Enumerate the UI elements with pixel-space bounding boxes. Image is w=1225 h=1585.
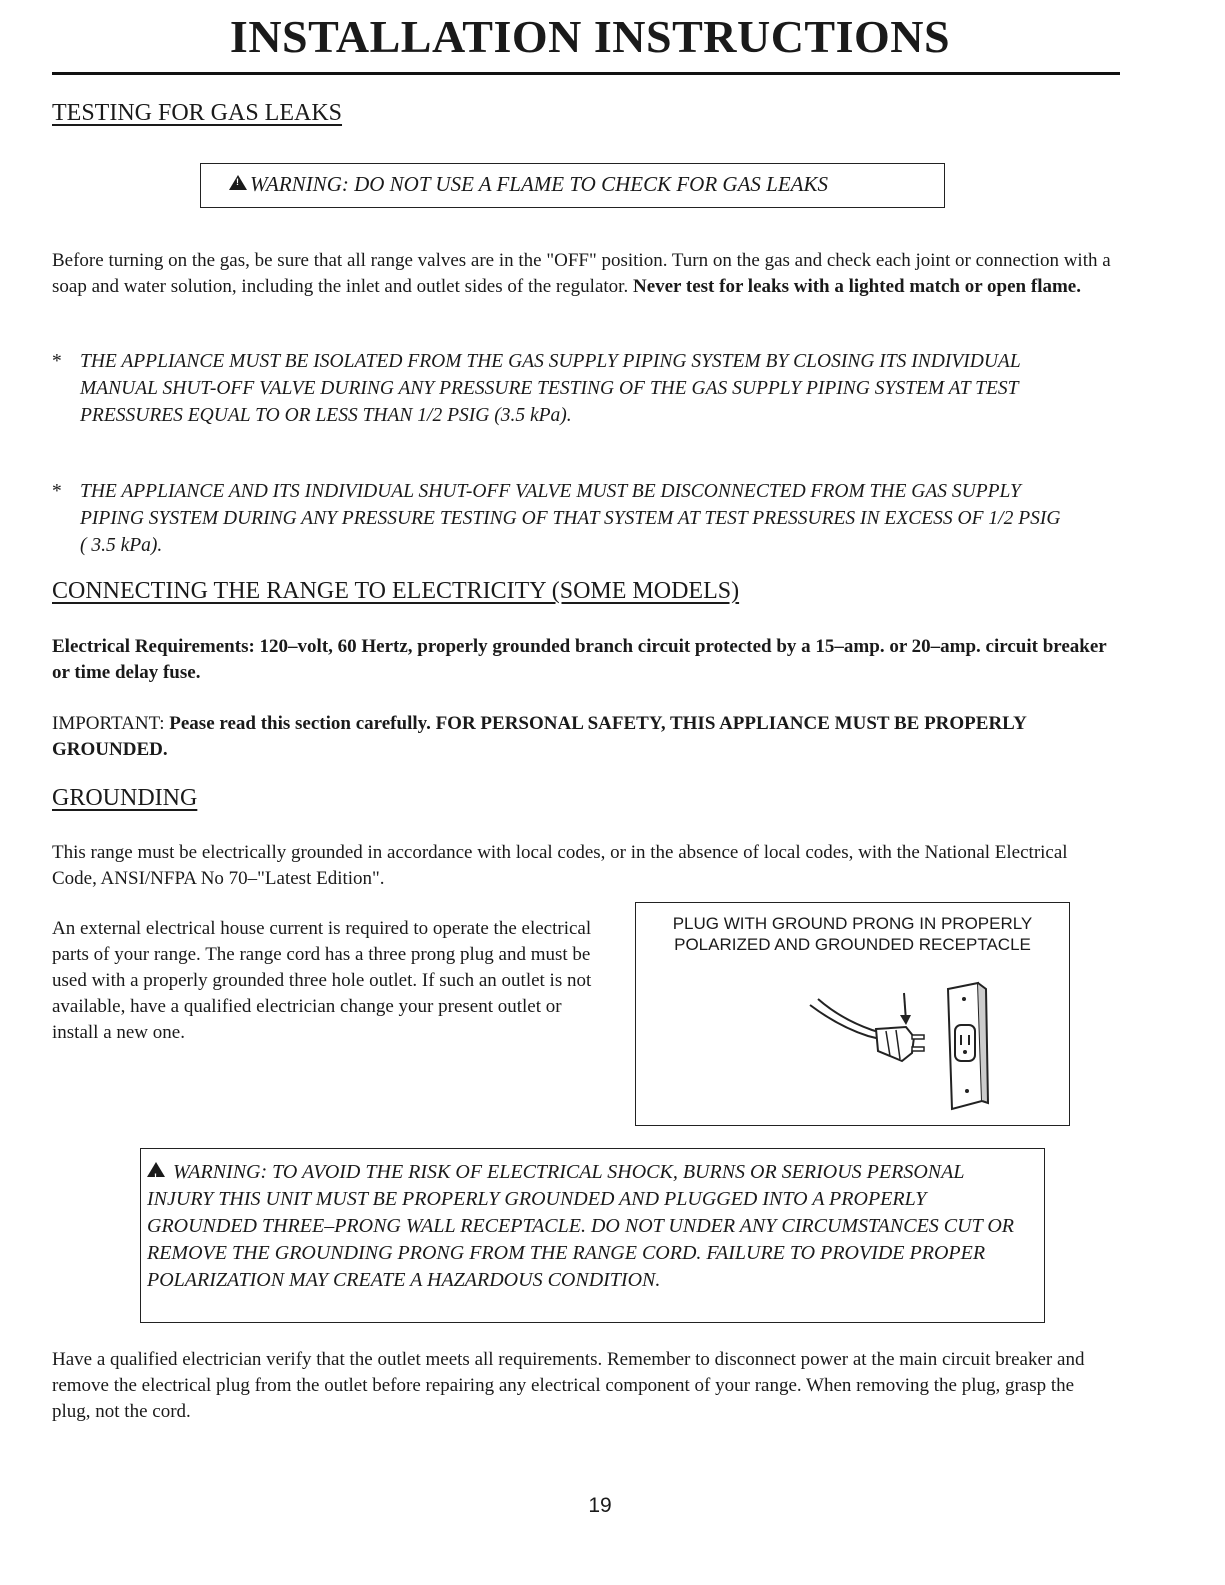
grounding-paragraph-2: An external electrical house current is required to operate the electrical parts of your range. The range cord has a three prong plug and must be used with a properly grounded three hole outlet. If such an outlet is not available, have a qualified electrician change your present outlet or install a new one. bbox=[52, 918, 592, 1043]
gas-leaks-heading: TESTING FOR GAS LEAKS bbox=[52, 100, 343, 126]
pressure-test-bullet-2 bbox=[52, 478, 1062, 559]
grounding-heading: GROUNDING bbox=[52, 785, 198, 811]
important-text: Pease read this section carefully. FOR PERSONAL SAFETY, THIS APPLIANCE MUST BE PROPERLY GROUNDED. bbox=[52, 713, 1027, 760]
warning-triangle-icon bbox=[229, 175, 247, 190]
gas-leak-intro-text: Before turning on the gas, be sure that all range valves are in the "OFF" position. Turn on the gas and check each joint or connection with a soap and water solution, including the inlet and outlet sides of the regulator. bbox=[52, 250, 1111, 297]
bullet-marker: * bbox=[52, 351, 62, 372]
electricity-heading: CONNECTING THE RANGE TO ELECTRICITY (SOME MODELS) bbox=[52, 578, 740, 604]
electrical-requirements: Electrical Requirements: 120–volt, 60 Hertz, properly grounded branch circuit protected by a 15–amp. or 20–amp. circuit breaker or time delay fuse. bbox=[52, 636, 1107, 683]
closing-paragraph: Have a qualified electrician verify that the outlet meets all requirements. Remember to disconnect power at the main circuit breaker and remove the electrical plug from the outlet before repairing any electrical component of your range. When removing the plug, grasp the plug, not the cord. bbox=[52, 1349, 1085, 1422]
electrical-warning-box bbox=[140, 1148, 1045, 1323]
plug-figure-caption: PLUG WITH GROUND PRONG IN PROPERLY POLARIZED AND GROUNDED RECEPTACLE bbox=[672, 914, 1033, 954]
grounding-paragraph-1: This range must be electrically grounded in accordance with local codes, or in the absence of local codes, with the National Electrical Code, ANSI/NFPA No 70–"Latest Edition". bbox=[52, 842, 1068, 889]
plug-figure bbox=[635, 902, 1070, 1126]
pressure-test-bullet-1 bbox=[52, 348, 1062, 429]
bullet-marker: * bbox=[52, 481, 62, 502]
electrical-warning-text: WARNING: TO AVOID THE RISK OF ELECTRICAL SHOCK, BURNS OR SERIOUS PERSONAL INJURY THIS UNIT MUST BE PROPERLY GROUNDED AND PLUGGED INTO A PROPERLY GROUNDED THREE–PRONG WALL RECEPTACLE. DO NOT UNDER ANY CIRCUMSTANCES CUT OR REMOVE THE GROUNDING PRONG FROM THE RANGE CORD. FAILURE TO PROVIDE PROPER POLARIZATION MAY CREATE A HAZARDOUS CONDITION. bbox=[147, 1161, 1015, 1291]
plug-receptacle-illustration bbox=[806, 981, 1021, 1116]
important-notice bbox=[52, 711, 1042, 763]
gas-leak-intro-bold: Never test for leaks with a lighted match or open flame. bbox=[632, 276, 1081, 297]
warning-triangle-icon bbox=[147, 1162, 165, 1177]
bullet-2-text: THE APPLIANCE AND ITS INDIVIDUAL SHUT-OFF VALVE MUST BE DISCONNECTED FROM THE GAS SUPPLY PIPING SYSTEM DURING ANY PRESSURE TESTING OF THAT SYSTEM AT TEST PRESSURES IN EXCESS OF 1/2 PSIG ( 3.5 kPa). bbox=[80, 481, 1061, 556]
gas-leak-intro bbox=[52, 248, 1114, 300]
important-label: IMPORTANT: bbox=[52, 713, 165, 734]
bullet-1-text: THE APPLIANCE MUST BE ISOLATED FROM THE GAS SUPPLY PIPING SYSTEM BY CLOSING ITS INDIVIDUAL MANUAL SHUT-OFF VALVE DURING ANY PRESSURE TESTING OF THE GAS SUPPLY PIPING SYSTEM AT TEST PRESSURES EQUAL TO OR LESS THAN 1/2 PSIG (3.5 kPa). bbox=[80, 351, 1021, 426]
page-title: INSTALLATION INSTRUCTIONS bbox=[229, 11, 951, 62]
gas-leak-warning-text: WARNING: DO NOT USE A FLAME TO CHECK FOR GAS LEAKS bbox=[250, 172, 829, 196]
gas-leak-warning-box bbox=[200, 163, 945, 208]
title-rule bbox=[52, 72, 1120, 75]
page-number: 19 bbox=[588, 1494, 612, 1517]
